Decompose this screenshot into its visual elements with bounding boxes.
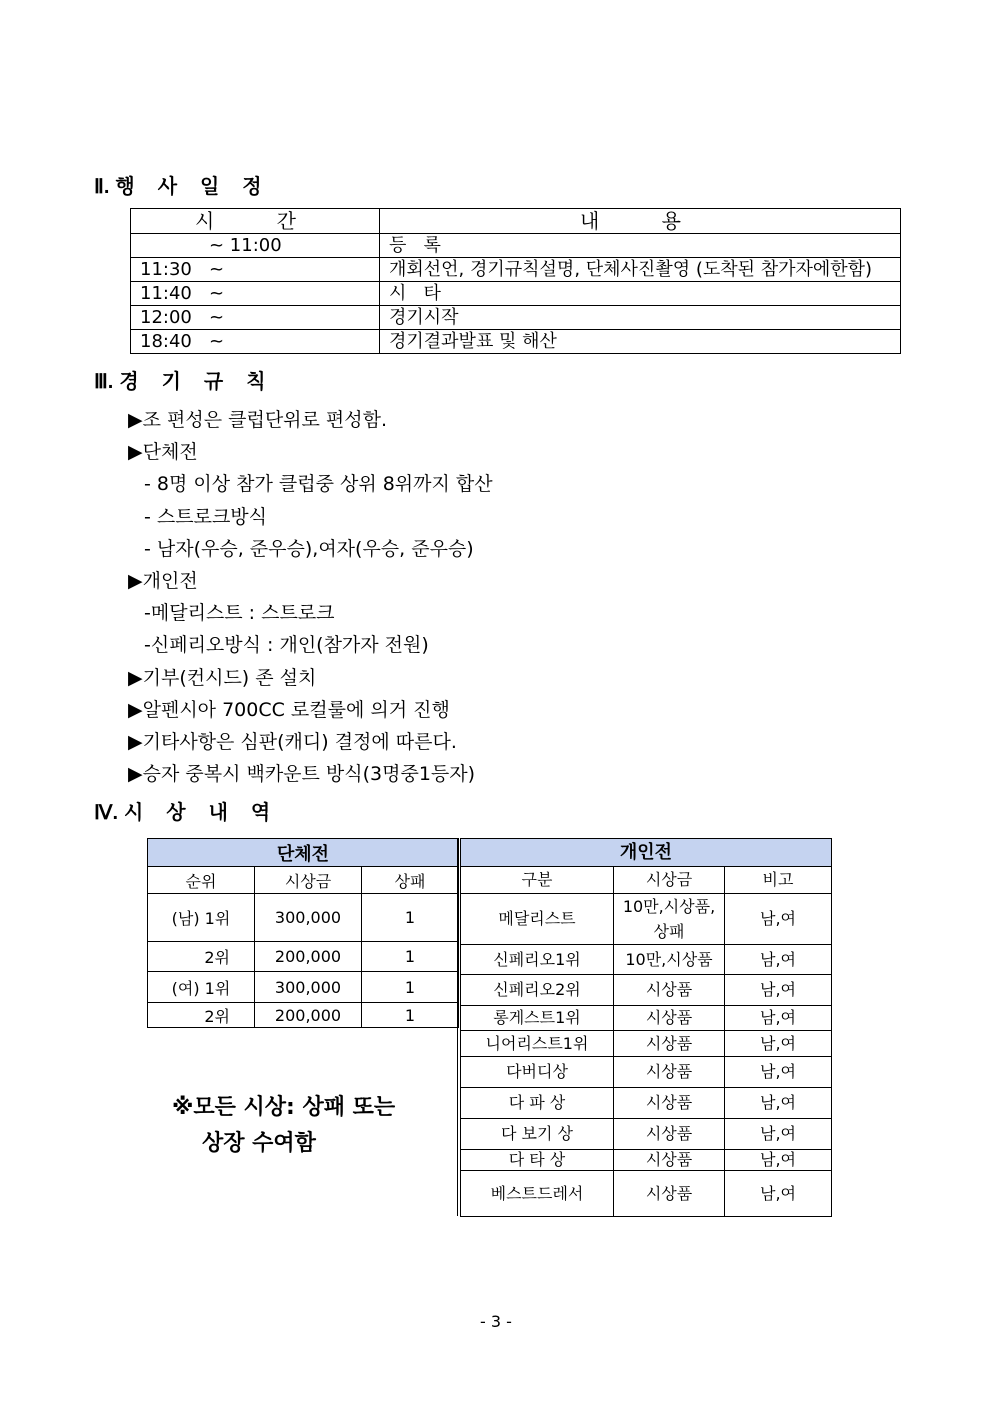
team-prize: 200,000	[255, 1003, 362, 1028]
section-label: 행 사 일 정	[115, 174, 270, 198]
team-prize: 300,000	[255, 894, 362, 942]
team-row	[148, 942, 459, 972]
schedule-content: 경기결과발표 및 해산	[380, 330, 901, 354]
section-number: Ⅲ.	[94, 371, 114, 393]
team-plaque: 1	[362, 972, 459, 1003]
individual-row	[461, 1119, 832, 1150]
individual-prize: 시상품	[614, 1088, 725, 1119]
rule-subitem: -신페리오방식 : 개인(참가자 전원)	[144, 634, 429, 657]
team-row	[148, 894, 459, 942]
rule-subitem: -메달리스트 : 스트로크	[144, 602, 335, 625]
individual-category: 다 타 상	[461, 1150, 614, 1171]
team-rank: (남) 1위	[148, 894, 255, 942]
section-title-rules	[94, 365, 274, 394]
team-prize: 200,000	[255, 942, 362, 972]
individual-category: 롱게스트1위	[461, 1006, 614, 1031]
team-rank: 2위	[148, 942, 255, 972]
section-label: 경 기 규 칙	[119, 369, 274, 393]
individual-category: 메달리스트	[461, 894, 614, 945]
table-divider	[457, 838, 458, 1216]
rule-item: ▶알펜시아 700CC 로컬룰에 의거 진행	[128, 698, 450, 721]
rule-subitem: - 스트로크방식	[144, 505, 268, 528]
individual-note: 남,여	[725, 1119, 832, 1150]
schedule-content: 등 록	[380, 234, 901, 258]
individual-prize: 시상품	[614, 1171, 725, 1217]
team-title: 단체전	[148, 839, 459, 867]
rule-item: ▶기타사항은 심판(캐디) 결정에 따른다.	[128, 731, 457, 754]
schedule-row	[131, 282, 901, 306]
schedule-row	[131, 330, 901, 354]
individual-category: 다버디상	[461, 1057, 614, 1088]
award-note	[172, 1090, 395, 1162]
individual-note: 남,여	[725, 1006, 832, 1031]
individual-category: 신페리오2위	[461, 975, 614, 1006]
team-plaque: 1	[362, 1003, 459, 1028]
team-row	[148, 972, 459, 1003]
rule-item: ▶조 편성은 클럽단위로 편성함.	[128, 409, 388, 431]
individual-category: 신페리오1위	[461, 945, 614, 975]
schedule-row	[131, 306, 901, 330]
individual-note: 남,여	[725, 975, 832, 1006]
rule-item: ▶기부(컨시드) 존 설치	[128, 666, 317, 689]
team-header-rank: 순위	[148, 867, 255, 894]
individual-category: 다 보기 상	[461, 1119, 614, 1150]
schedule-time: 11:40 ~	[131, 282, 380, 306]
individual-prize: 10만,시상품	[614, 945, 725, 975]
section-label: 시 상 내 역	[124, 800, 279, 824]
individual-award-table	[460, 838, 832, 1217]
individual-note: 남,여	[725, 1031, 832, 1057]
individual-category: 다 파 상	[461, 1088, 614, 1119]
individual-header-category: 구분	[461, 867, 614, 894]
individual-header-row	[461, 867, 832, 894]
schedule-row	[131, 234, 901, 258]
schedule-content: 개회선언, 경기규칙설명, 단체사진촬영 (도착된 참가자에한함)	[380, 258, 901, 282]
individual-row	[461, 1057, 832, 1088]
section-title-awards	[94, 796, 278, 825]
individual-note: 남,여	[725, 945, 832, 975]
schedule-header-row	[131, 209, 901, 234]
team-row	[148, 1003, 459, 1028]
individual-note: 남,여	[725, 894, 832, 945]
schedule-content: 시 타	[380, 282, 901, 306]
rules-list	[128, 404, 493, 790]
individual-note: 남,여	[725, 1088, 832, 1119]
individual-row	[461, 1006, 832, 1031]
schedule-table	[130, 208, 901, 354]
individual-row	[461, 1031, 832, 1057]
individual-row	[461, 1150, 832, 1171]
individual-category: 니어리스트1위	[461, 1031, 614, 1057]
individual-prize: 10만,시상품, 상패	[614, 894, 725, 945]
individual-prize: 시상품	[614, 1150, 725, 1171]
schedule-time: ~ 11:00	[131, 234, 380, 258]
schedule-time: 12:00 ~	[131, 306, 380, 330]
individual-row	[461, 975, 832, 1006]
team-award-table	[147, 838, 459, 1028]
team-plaque: 1	[362, 942, 459, 972]
team-header-row	[148, 867, 459, 894]
individual-prize: 시상품	[614, 1057, 725, 1088]
individual-prize: 시상품	[614, 1119, 725, 1150]
rule-subitem: - 8명 이상 참가 클럽중 상위 8위까지 합산	[144, 473, 493, 496]
schedule-time: 18:40 ~	[131, 330, 380, 354]
team-rank: (여) 1위	[148, 972, 255, 1003]
individual-note: 남,여	[725, 1150, 832, 1171]
individual-header-prize: 시상금	[614, 867, 725, 894]
individual-row	[461, 1088, 832, 1119]
team-plaque: 1	[362, 894, 459, 942]
rule-item: ▶단체전	[128, 441, 198, 464]
page-number: - 3 -	[480, 1312, 512, 1331]
individual-header-note: 비고	[725, 867, 832, 894]
team-header-prize: 시상금	[255, 867, 362, 894]
individual-row	[461, 945, 832, 975]
individual-prize: 시상품	[614, 1006, 725, 1031]
schedule-content: 경기시작	[380, 306, 901, 330]
individual-row	[461, 1171, 832, 1217]
rule-subitem: - 남자(우승, 준우승),여자(우승, 준우승)	[144, 537, 474, 560]
team-header-plaque: 상패	[362, 867, 459, 894]
individual-prize: 시상품	[614, 1031, 725, 1057]
team-title-row	[148, 839, 459, 867]
rule-item: ▶승자 중복시 백카운트 방식(3명중1등자)	[128, 763, 476, 786]
award-note-line: ※모든 시상: 상패 또는	[172, 1095, 396, 1120]
individual-note: 남,여	[725, 1171, 832, 1217]
individual-title-row	[461, 839, 832, 867]
individual-title: 개인전	[461, 839, 832, 867]
schedule-header-time: 시 간	[131, 209, 380, 234]
individual-row	[461, 894, 832, 945]
team-rank: 2위	[148, 1003, 255, 1028]
team-prize: 300,000	[255, 972, 362, 1003]
schedule-header-content: 내 용	[380, 209, 901, 234]
individual-category: 베스트드레서	[461, 1171, 614, 1217]
individual-prize: 시상품	[614, 975, 725, 1006]
section-number: Ⅳ.	[94, 802, 119, 824]
schedule-time: 11:30 ~	[131, 258, 380, 282]
section-title-schedule	[94, 170, 270, 199]
rule-item: ▶개인전	[128, 570, 198, 593]
individual-note: 남,여	[725, 1057, 832, 1088]
award-note-line: 상장 수여함	[202, 1131, 316, 1156]
schedule-row	[131, 258, 901, 282]
section-number: Ⅱ.	[94, 176, 110, 198]
